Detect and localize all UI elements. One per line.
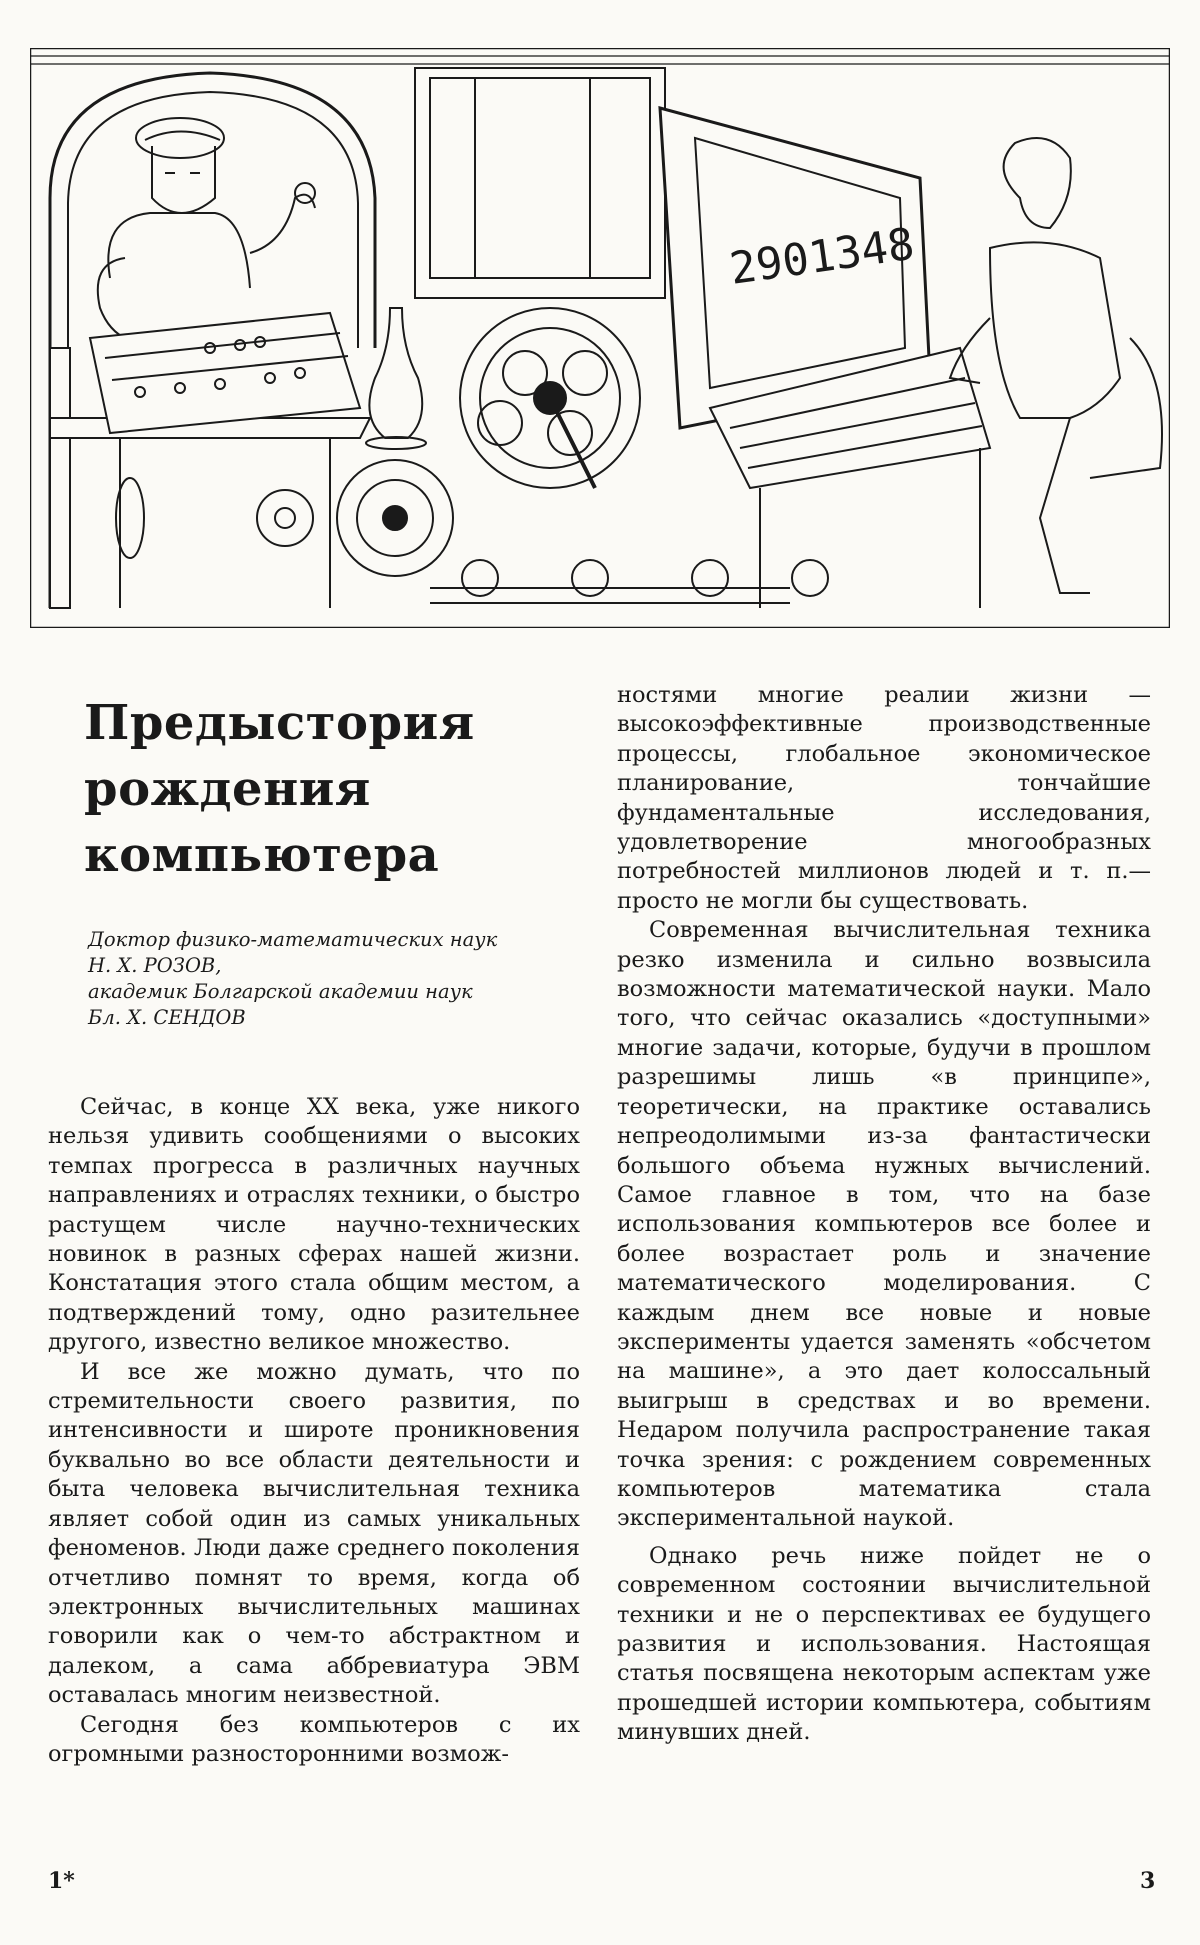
youth-figure xyxy=(950,138,1162,593)
left-column xyxy=(48,1093,580,1769)
counting-board xyxy=(50,313,370,608)
author-2-title: академик Болгарской академии наук xyxy=(88,980,473,1003)
author-byline xyxy=(88,927,497,1031)
scholar-figure xyxy=(98,118,315,344)
title-line-3: компьютера xyxy=(84,827,440,883)
right-column xyxy=(617,681,1151,1748)
article-title xyxy=(84,690,475,888)
header-illustration xyxy=(30,48,1170,628)
paragraph: Современная вычислительная техника резко изменила и сильно возвысила возможности математической науки. Мало того, что сейчас оказались «доступными» многие задачи, которые, будучи в прошлом разрешимы лишь «в принципе», теоретически, на практике оставались непреодолимыми из-за фантастически большого объема нужных вычислений. Самое главное в том, что на базе использования компьютеров все более и более возрастает роль и значение математического моделирования. С каждым днем все новые и новые эксперименты удается заменять «обсчетом на машине», а это дает колоссальный выигрыш в средствах и во времени. Недаром получила распространение такая точка зрения: с рождением современных компьютеров математика стала экспериментальной наукой. xyxy=(617,917,1151,1532)
paragraph: Сегодня без компьютеров с их огромными разносторонними возмож- xyxy=(48,1711,580,1767)
page-number: 3 xyxy=(1140,1868,1156,1894)
paragraph: ностями многие реалии жизни — высокоэффективные производственные процессы, глобальное экономическое планирование, тончайшие фундаментальные исследования, удовлетворение многообразных потребностей миллионов людей и т. п.— просто не могли бы существовать. xyxy=(617,682,1151,914)
paragraph: И все же можно думать, что по стремительности своего развития, по интенсивности и широте проникновения буквально во все области деятельности и быта человека вычислительная техника являет собой один из самых уникальных феноменов. Люди даже среднего поколения отчетливо помнят то время, когда об электронных вычислительных машинах говорили как о чем-то абстрактном и далеком, а сама аббревиатура ЭВМ оставалась многим неизвестной. xyxy=(48,1358,580,1709)
history-of-computing-engraving-icon xyxy=(30,48,1170,628)
paragraph: Однако речь ниже пойдет не о современном состоянии вычислительной техники и не о перспективах ее будущего развития и использования. Настоящая статья посвящена некоторым аспектам уже прошедшей истории компьютера, событиям минувших дней. xyxy=(617,1542,1151,1746)
author-1-name: Н. Х. РОЗОВ, xyxy=(88,954,222,977)
title-line-1: Предыстория xyxy=(84,695,475,751)
counter-display: 2901348 xyxy=(726,218,918,295)
paragraph: Сейчас, в конце XX века, уже никого нельзя удивить сообщениями о высоких темпах прогресса в различных научных направлениях и отраслях техники, о быстро растущем числе научно-технических новинок в разных сферах нашей жизни. Констатация этого стала общим местом, а подтверждений тому, одно разительнее другого, известно великое множество. xyxy=(48,1094,580,1356)
top-hatch-band xyxy=(30,56,1170,64)
author-2-name: Бл. Х. СЕНДОВ xyxy=(88,1006,246,1029)
title-line-2: рождения xyxy=(84,761,371,817)
signature-mark: 1* xyxy=(48,1868,75,1894)
author-1-degree: Доктор физико-математических наук xyxy=(88,928,498,951)
